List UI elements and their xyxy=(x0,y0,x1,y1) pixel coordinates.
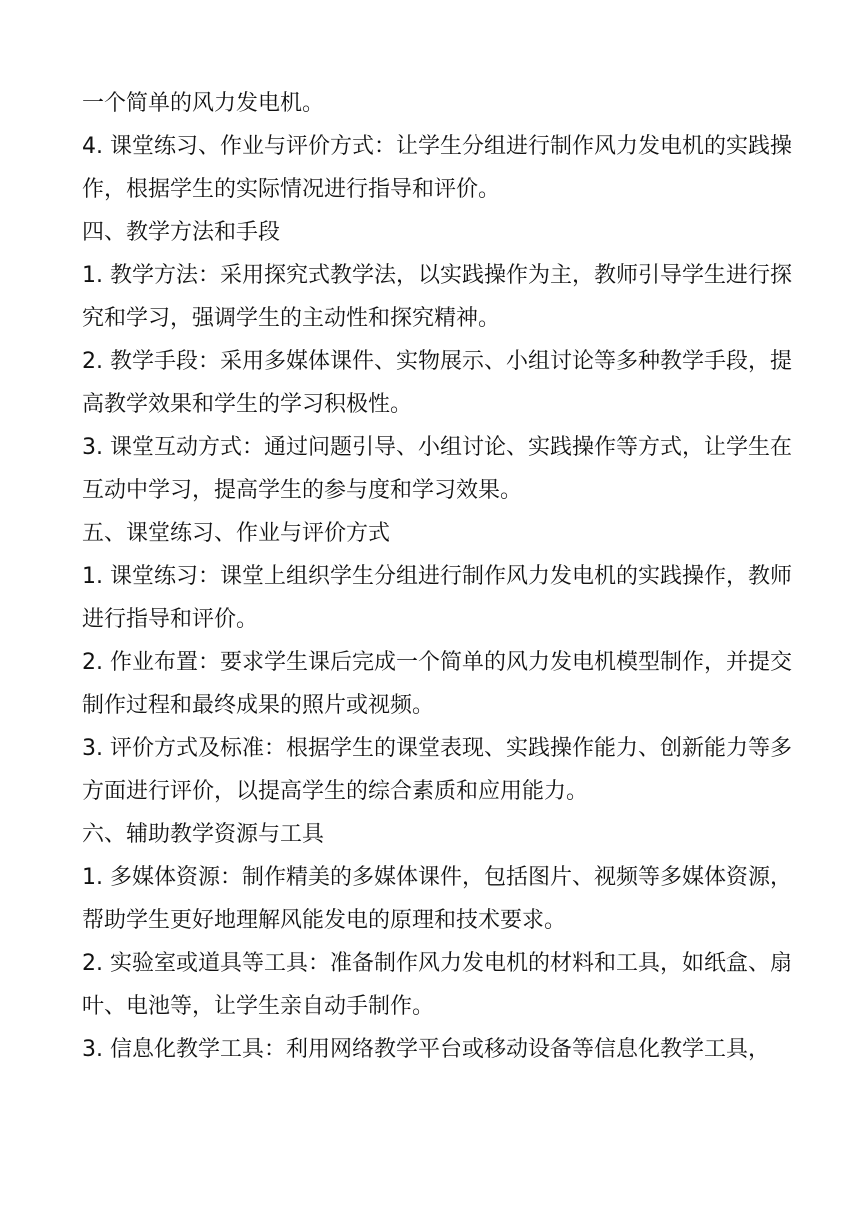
list-item-evaluation: 3. 评价方式及标准：根据学生的课堂表现、实践操作能力、创新能力等多方面进行评价，以提高学生的综合素质和应用能力。 xyxy=(82,736,792,804)
list-item-teaching-means: 2. 教学手段：采用多媒体课件、实物展示、小组讨论等多种教学手段，提高教学效果和学生的学习积极性。 xyxy=(82,349,792,417)
paragraph-continuation: 一个简单的风力发电机。 xyxy=(82,91,325,116)
list-item-lab-tools: 2. 实验室或道具等工具：准备制作风力发电机的材料和工具，如纸盒、扇叶、电池等，让学生亲自动手制作。 xyxy=(82,951,792,1019)
section-heading-6: 六、辅助教学资源与工具 xyxy=(82,822,325,847)
section-heading-4: 四、教学方法和手段 xyxy=(82,220,281,245)
list-item-teaching-method: 1. 教学方法：采用探究式教学法，以实践操作为主，教师引导学生进行探究和学习，强调学生的主动性和探究精神。 xyxy=(82,263,792,331)
list-item-classroom-interaction: 3. 课堂互动方式：通过问题引导、小组讨论、实践操作等方式，让学生在互动中学习，提高学生的参与度和学习效果。 xyxy=(82,435,792,503)
list-item-4-classroom-practice: 4. 课堂练习、作业与评价方式：让学生分组进行制作风力发电机的实践操作，根据学生的实际情况进行指导和评价。 xyxy=(82,134,792,202)
document-body xyxy=(82,82,802,1071)
list-item-classroom-exercise: 1. 课堂练习：课堂上组织学生分组进行制作风力发电机的实践操作，教师进行指导和评价。 xyxy=(82,564,792,632)
list-item-multimedia-resources: 1. 多媒体资源：制作精美的多媒体课件，包括图片、视频等多媒体资源，帮助学生更好地理解风能发电的原理和技术要求。 xyxy=(82,865,792,933)
section-heading-5: 五、课堂练习、作业与评价方式 xyxy=(82,521,391,546)
list-item-it-tools: 3. 信息化教学工具：利用网络教学平台或移动设备等信息化教学工具， xyxy=(82,1037,770,1062)
list-item-homework: 2. 作业布置：要求学生课后完成一个简单的风力发电机模型制作，并提交制作过程和最终成果的照片或视频。 xyxy=(82,650,792,718)
